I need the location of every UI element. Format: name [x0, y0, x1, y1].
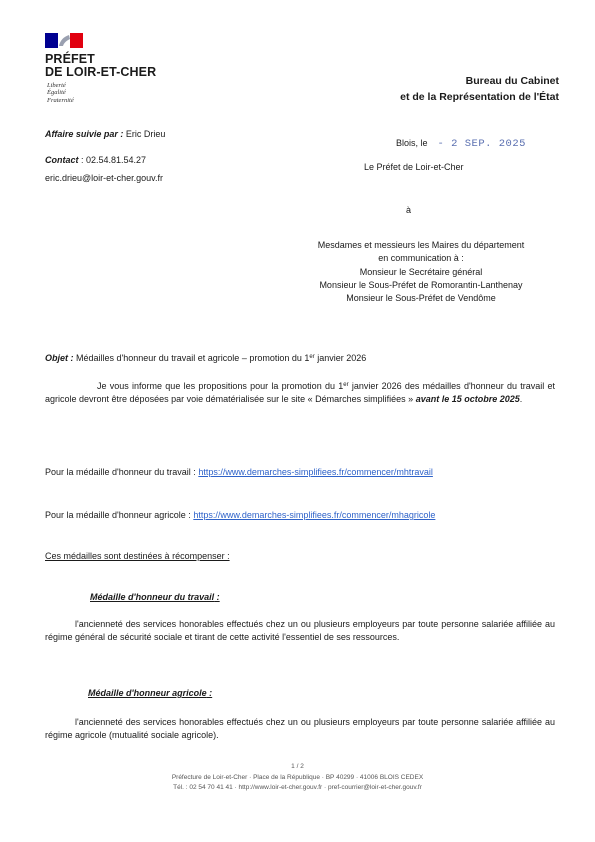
subject-text-end: janvier 2026: [314, 353, 367, 363]
deadline: avant le 15 octobre 2025: [415, 393, 520, 404]
prefet-line-1: PRÉFET: [45, 52, 95, 66]
travail-link-line: [45, 467, 433, 477]
agricole-colon: :: [206, 688, 213, 698]
contact-value: : 02.54.81.54.27: [78, 155, 147, 165]
suivie-value: Eric Drieu: [123, 129, 166, 139]
date-place: Blois, le: [396, 138, 428, 148]
prefet-line-2: DE LOIR-ET-CHER: [45, 65, 157, 79]
contact-email[interactable]: eric.drieu@loir-et-cher.gouv.fr: [45, 173, 164, 183]
date-line: [396, 138, 526, 150]
travail-colon: :: [214, 592, 220, 602]
agricole-link-label: Pour la médaille d'honneur agricole :: [45, 510, 194, 520]
bureau-line-1: Bureau du Cabinet: [465, 75, 559, 87]
devise-egalite: Égalité: [47, 89, 66, 97]
intro-text-2: janvier 2026 des médailles d'honneur du travail et agricole devront être déposées par voie dématérialisée sur le site « Démarches simplifiées »: [45, 381, 555, 404]
contact-phone: [45, 154, 146, 166]
recipient-line: Monsieur le Secrétaire général: [359, 266, 483, 277]
travail-link-label: Pour la médaille d'honneur du travail :: [45, 467, 199, 477]
sender: Le Préfet de Loir-et-Cher: [364, 162, 464, 172]
recipient-line: en communication à :: [378, 253, 464, 264]
travail-paragraph: l'ancienneté des services honorables effectués chez un ou plusieurs employeurs par toute personne salariée affiliée au régime général de sécurité sociale et tirant de cette activité l'essentiel de ses ressources.: [45, 619, 555, 642]
marianne-flag-logo: [45, 33, 83, 48]
agricole-title: Médaille d'honneur agricole: [88, 688, 207, 698]
subject-sup: er: [309, 354, 315, 360]
footer-contact: Tél. : 02 54 70 41 41 · http://www.loir-et-cher.gouv.fr · pref-courrier@loir-et-cher.gouv.fr: [173, 784, 422, 791]
devise-liberte: Liberté: [47, 82, 66, 89]
intro-paragraph: [45, 379, 555, 405]
medals-intro: Ces médailles sont destinées à récompenser :: [45, 551, 230, 561]
page-number: 1 / 2: [291, 763, 304, 770]
date-stamp: - 2 SEP. 2025: [437, 138, 526, 150]
devise: [47, 82, 74, 104]
travail-title: Médaille d'honneur du travail: [90, 592, 215, 602]
bureau-line-2: et de la Représentation de l'État: [400, 91, 559, 103]
contact-label: Contact: [45, 155, 79, 165]
prefecture-name: [45, 53, 156, 79]
travail-heading: [90, 592, 220, 602]
service-heading: [400, 73, 559, 105]
recipient-line: Mesdames et messieurs les Maires du département: [317, 240, 525, 250]
recipient-line: Monsieur le Sous-Préfet de Romorantin-Lanthenay: [319, 279, 523, 290]
subject-text: Médailles d'honneur du travail et agricole – promotion du 1: [73, 353, 310, 363]
intro-text: Je vous informe que les propositions pour la promotion du 1: [97, 381, 344, 391]
subject-label: Objet :: [45, 353, 74, 363]
agricole-paragraph: l'ancienneté des services honorables effectués chez un ou plusieurs employeurs par toute personne salariée affiliée au régime agricole (mutualité sociale agricole).: [45, 717, 555, 740]
intro-end: .: [519, 393, 523, 404]
devise-fraternite: Fraternité: [47, 96, 74, 104]
footer-address: Préfecture de Loir-et-Cher · Place de la République · BP 40299 · 41006 BLOIS CEDEX: [171, 773, 424, 781]
recipient-line: Monsieur le Sous-Préfet de Vendôme: [346, 293, 496, 304]
agricole-link[interactable]: https://www.demarches-simplifiees.fr/commencer/mhagricole: [193, 510, 436, 520]
recipients-block: [290, 239, 552, 305]
subject-line: [45, 353, 366, 363]
intro-sup: er: [343, 382, 349, 388]
page-footer: [70, 762, 525, 794]
agricole-heading: [88, 688, 212, 698]
travail-link[interactable]: https://www.demarches-simplifiees.fr/commencer/mhtravail: [198, 467, 433, 477]
suivie-label: Affaire suivie par :: [45, 129, 124, 139]
agricole-link-line: [45, 510, 435, 520]
addressee-separator: à: [406, 205, 412, 215]
affaire-suivie: [45, 128, 165, 140]
